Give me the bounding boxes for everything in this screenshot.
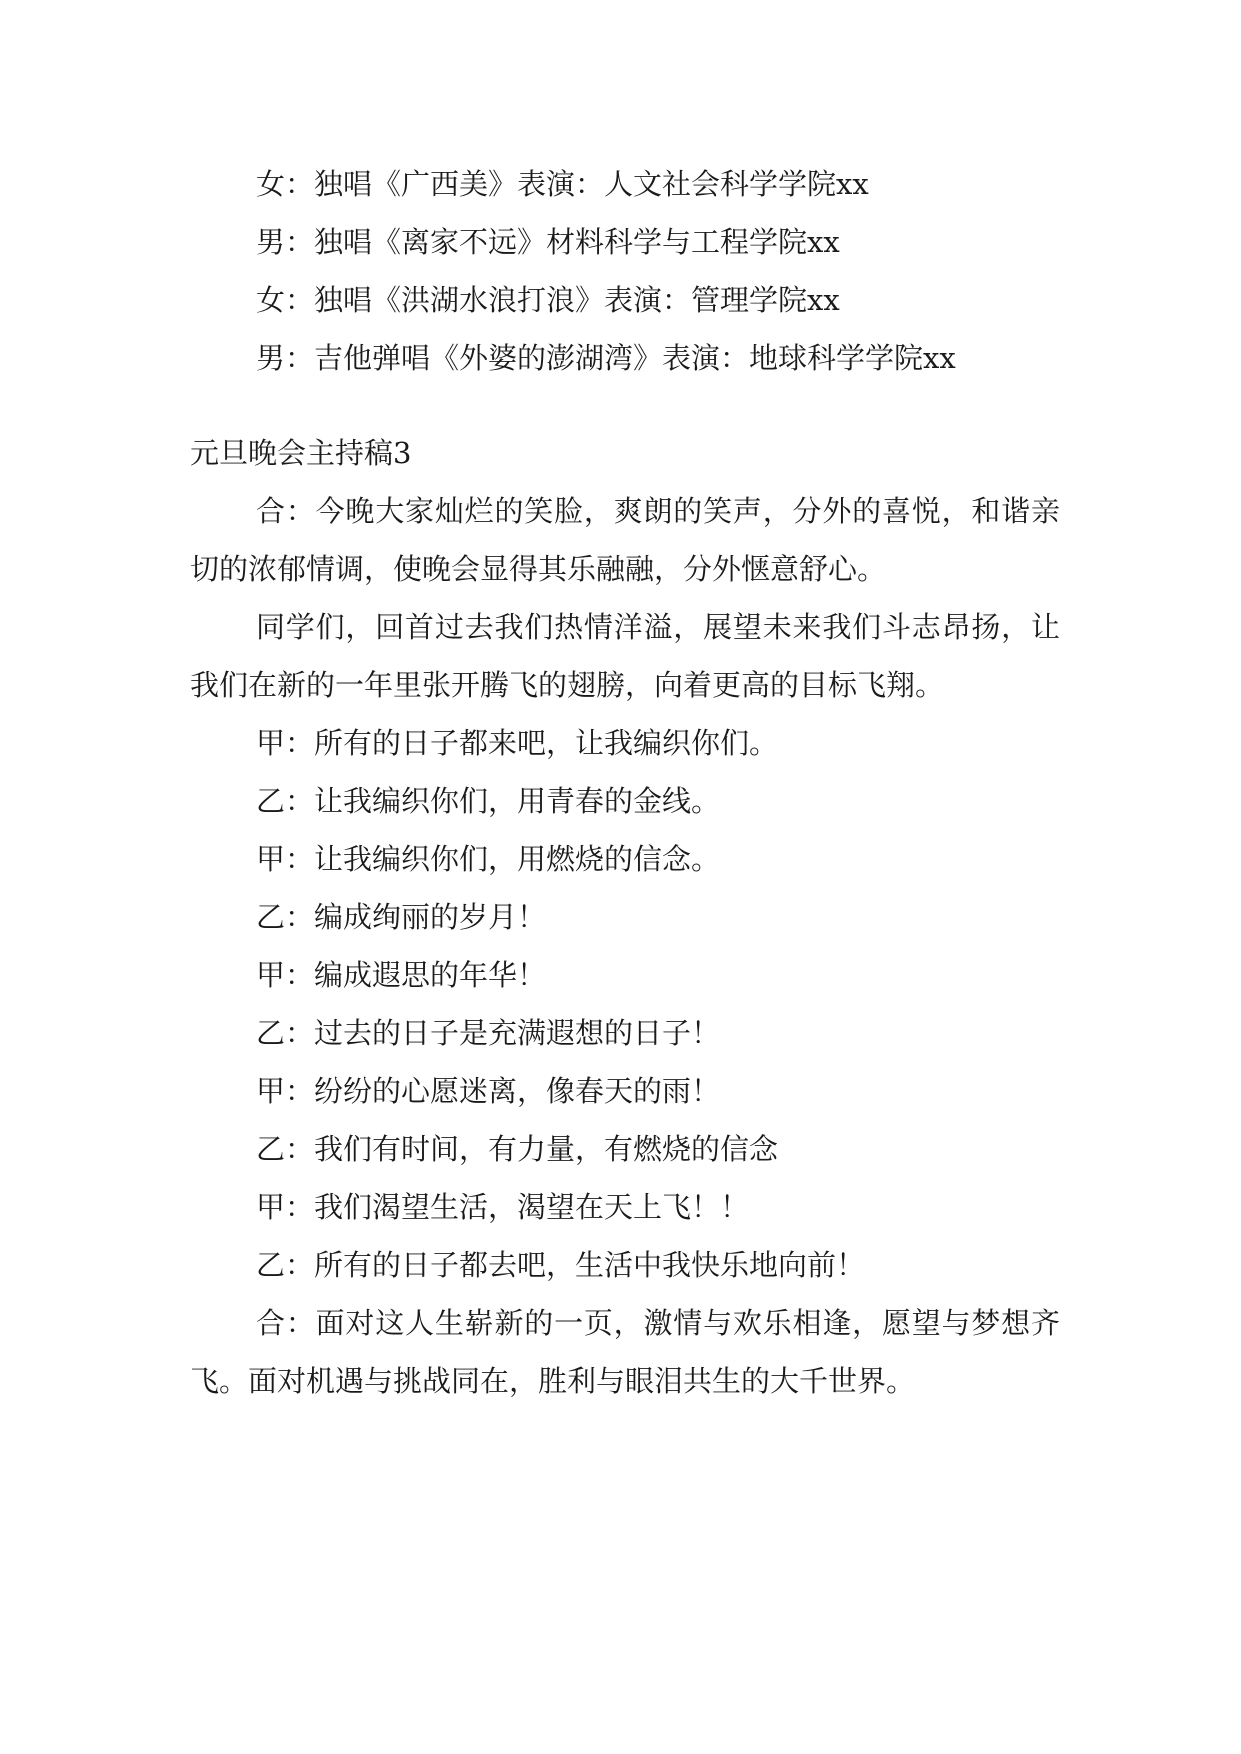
paragraph: 乙：让我编织你们，用青春的金线。 [256,784,721,818]
paragraph: 合：面对这人生崭新的一页，激情与欢乐相逢，愿望与梦想齐飞。面对机遇与挑战同在，胜利与眼泪共生的大千世界。 [190,1306,1060,1398]
program-line: 女：独唱《洪湖水浪打浪》表演：管理学院xx [256,283,840,317]
paragraph: 甲：编成遐思的年华！ [256,958,547,992]
program-line: 女：独唱《广西美》表演：人文社会科学学院xx [256,167,869,201]
section-title: 元旦晚会主持稿3 [190,436,412,470]
paragraph: 乙：所有的日子都去吧，生活中我快乐地向前！ [256,1248,866,1282]
paragraph: 甲：所有的日子都来吧，让我编织你们。 [256,726,779,760]
paragraph: 甲：纷纷的心愿迷离，像春天的雨！ [256,1074,721,1108]
paragraph: 甲：让我编织你们，用燃烧的信念。 [256,842,721,876]
document-body [190,155,1060,1410]
paragraph: 乙：编成绚丽的岁月！ [256,900,547,934]
paragraph: 乙：我们有时间，有力量，有燃烧的信念 [256,1132,779,1166]
paragraph: 同学们，回首过去我们热情洋溢，展望未来我们斗志昂扬，让我们在新的一年里张开腾飞的翅膀，向着更高的目标飞翔。 [190,610,1060,702]
paragraph: 合：今晚大家灿烂的笑脸，爽朗的笑声，分外的喜悦，和谐亲切的浓郁情调，使晚会显得其乐融融，分外惬意舒心。 [190,494,1060,586]
program-line: 男：独唱《离家不远》材料科学与工程学院xx [256,225,840,259]
paragraph: 乙：过去的日子是充满遐想的日子！ [256,1016,721,1050]
paragraph: 甲：我们渴望生活，渴望在天上飞！！ [256,1190,750,1224]
program-line: 男：吉他弹唱《外婆的澎湖湾》表演：地球科学学院xx [256,341,956,375]
